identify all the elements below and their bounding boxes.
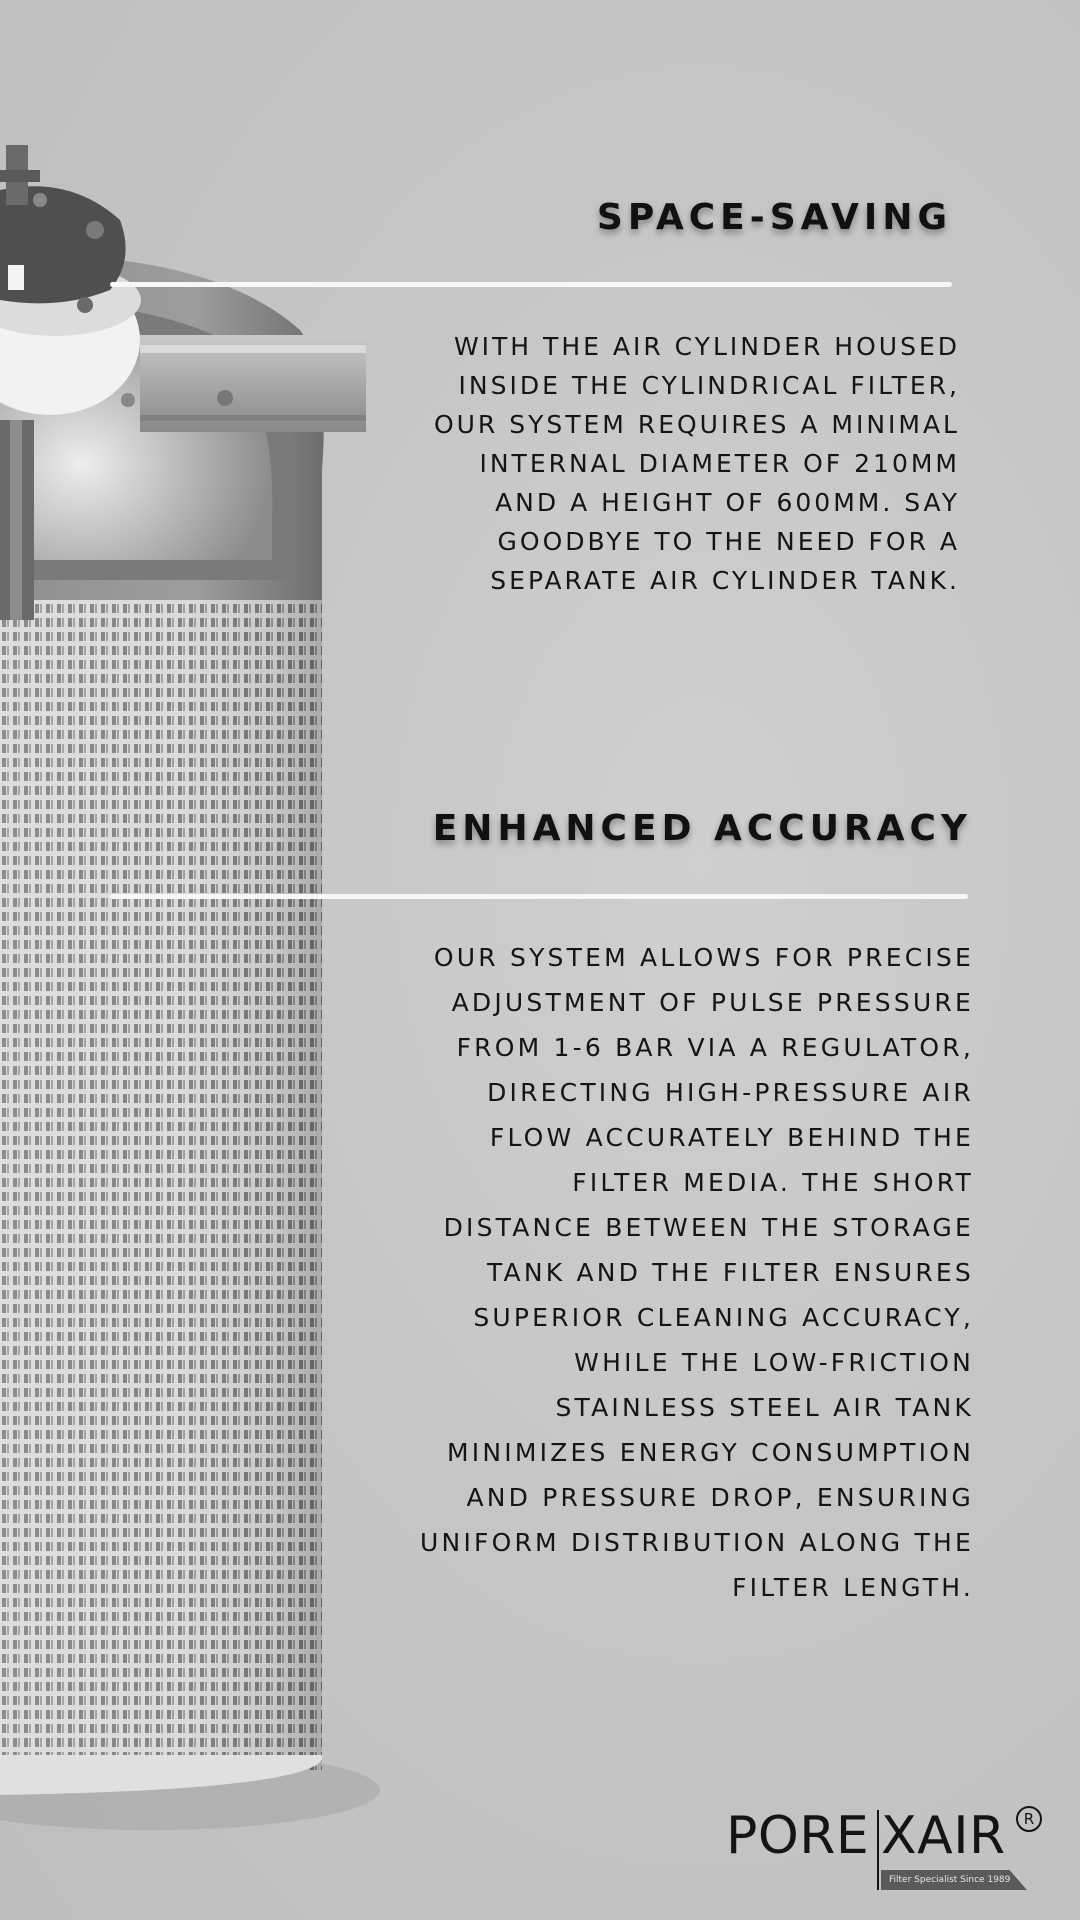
- section-divider: [110, 282, 952, 287]
- logo-word-xair: XAIR: [881, 1806, 1006, 1866]
- logo-tagline: Filter Specialist Since 1989: [889, 1875, 1011, 1885]
- porexair-logo: [726, 1806, 1046, 1890]
- section-body-space-saving: WITH THE AIR CYLINDER HOUSED INSIDE THE CYLINDRICAL FILTER, OUR SYSTEM REQUIRES A MINIMAL INTERNAL DIAMETER OF 210MM AND A HEIGHT OF 600MM. SAY GOODBYE TO THE NEED FOR A SEPARATE AIR CYLINDER TANK.: [433, 332, 960, 595]
- registered-trademark-icon: R: [1016, 1806, 1042, 1832]
- section-heading-enhanced-accuracy: ENHANCED ACCURACY: [432, 808, 972, 849]
- logo-separator: [877, 1810, 879, 1890]
- logo-word-pore: PORE: [726, 1806, 870, 1866]
- section-heading-space-saving: SPACE-SAVING: [596, 197, 952, 238]
- section-body-enhanced-accuracy: OUR SYSTEM ALLOWS FOR PRECISE ADJUSTMENT OF PULSE PRESSURE FROM 1-6 BAR VIA A REGULATOR, DIRECTING HIGH-PRESSURE AIR FLOW ACCURATELY BEHIND THE FILTER MEDIA. THE SHORT DISTANCE BETWEEN THE STORAGE TANK AND THE FILTER ENSURES SUPERIOR CLEANING ACCURACY, WHILE THE LOW-FRICTION STAINLESS STEEL AIR TANK MINIMIZES ENERGY CONSUMPTION AND PRESSURE DROP, ENSURING UNIFORM DISTRIBUTION ALONG THE FILTER LENGTH.: [420, 943, 974, 1602]
- section-divider: [110, 894, 968, 899]
- filter-cartridge-image: [0, 0, 400, 1920]
